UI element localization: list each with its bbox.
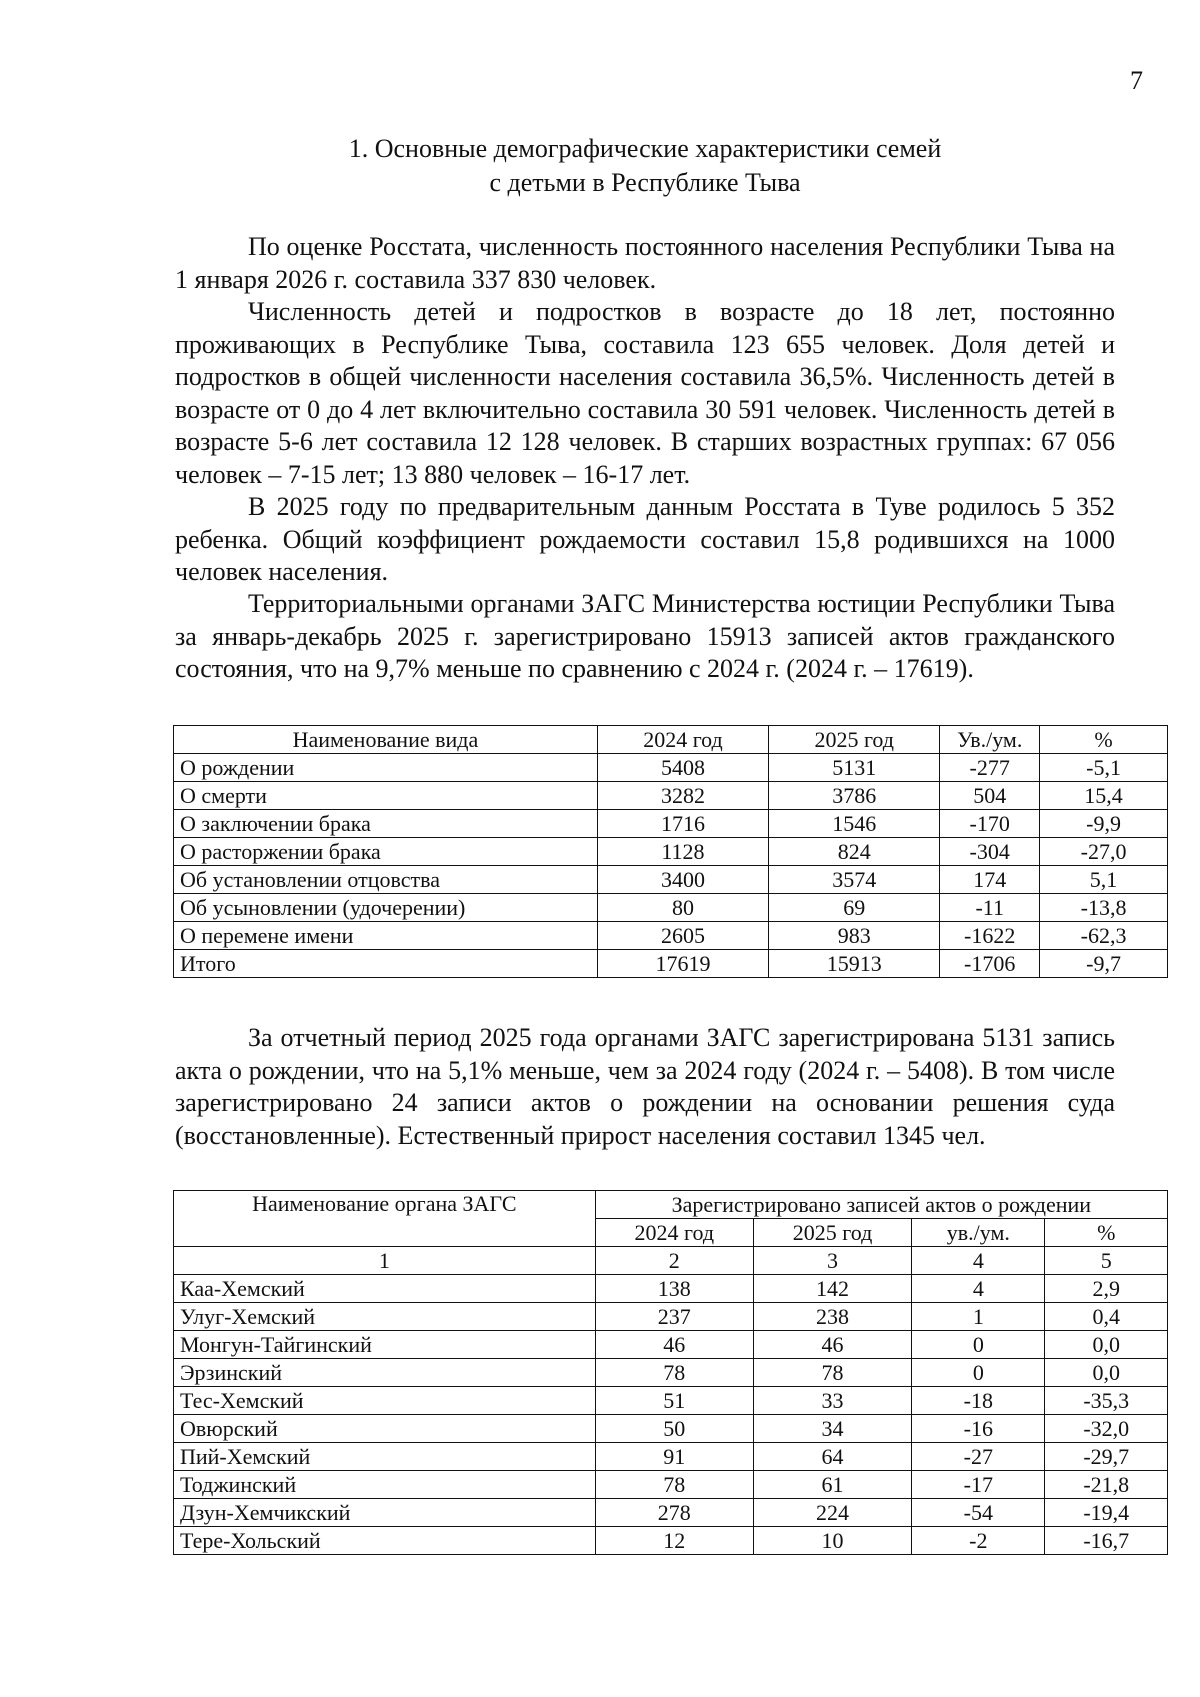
table-cell: 69 <box>769 894 940 922</box>
column-header: Наименование вида <box>174 726 598 754</box>
table-cell: -16 <box>912 1415 1045 1443</box>
table-cell: -62,3 <box>1040 922 1168 950</box>
table-cell: -35,3 <box>1045 1387 1168 1415</box>
table-cell: -9,9 <box>1040 810 1168 838</box>
row-label: Дзун-Хемчикский <box>174 1499 596 1527</box>
table-cell: -19,4 <box>1045 1499 1168 1527</box>
table-cell: 15913 <box>769 950 940 978</box>
table-cell: 237 <box>595 1303 753 1331</box>
table-row <box>174 1359 1168 1387</box>
table-cell: -13,8 <box>1040 894 1168 922</box>
heading-line-1: 1. Основные демографические характеристики семей <box>348 134 942 163</box>
column-header: 2024 год <box>597 726 768 754</box>
row-label: Монгун-Тайгинский <box>174 1331 596 1359</box>
table-row <box>174 894 1168 922</box>
paragraph-birth-records: За отчетный период 2025 года органами ЗАГС зарегистрирована 5131 запись акта о рождении, что на 5,1% меньше, чем за 2024 году (2024 г. – 5408). В том числе зарегистрировано 24 записи актов о рождении на основании решения суда (восстановленные). Естественный прирост населения составил 1345 чел. <box>175 1023 1115 1150</box>
table-cell: 91 <box>595 1443 753 1471</box>
table-cell: 51 <box>595 1387 753 1415</box>
records-by-type-table-body <box>174 726 1168 978</box>
table-cell: 80 <box>597 894 768 922</box>
table-cell: -32,0 <box>1045 1415 1168 1443</box>
table-cell: 504 <box>940 782 1040 810</box>
page-number: 7 <box>1130 66 1143 95</box>
table-cell: -1622 <box>940 922 1040 950</box>
column-number: 5 <box>1045 1247 1168 1275</box>
section-heading <box>175 132 1115 200</box>
table-cell: -2 <box>912 1527 1045 1555</box>
table-cell: 2605 <box>597 922 768 950</box>
table-row <box>174 866 1168 894</box>
row-label: Итого <box>174 950 598 978</box>
table-cell: 33 <box>753 1387 911 1415</box>
table-cell: 15,4 <box>1040 782 1168 810</box>
table-row <box>174 1499 1168 1527</box>
row-label: О расторжении брака <box>174 838 598 866</box>
column-number: 3 <box>753 1247 911 1275</box>
row-label: О смерти <box>174 782 598 810</box>
table-row <box>174 1387 1168 1415</box>
table-cell: -29,7 <box>1045 1443 1168 1471</box>
table-cell: 46 <box>595 1331 753 1359</box>
table-cell: 34 <box>753 1415 911 1443</box>
table-cell: 2,9 <box>1045 1275 1168 1303</box>
table-cell: -18 <box>912 1387 1045 1415</box>
table-cell: 1128 <box>597 838 768 866</box>
table-cell: 824 <box>769 838 940 866</box>
table-row <box>174 1471 1168 1499</box>
table-cell: 138 <box>595 1275 753 1303</box>
table-row <box>174 810 1168 838</box>
table-cell: 10 <box>753 1527 911 1555</box>
table-cell: -1706 <box>940 950 1040 978</box>
table-cell: -170 <box>940 810 1040 838</box>
table-cell: -27,0 <box>1040 838 1168 866</box>
column-header: % <box>1045 1219 1168 1247</box>
table-cell: 142 <box>753 1275 911 1303</box>
records-by-type-table <box>173 725 1168 978</box>
column-header: Наименование органа ЗАГС <box>174 1191 596 1247</box>
row-label: Об установлении отцовства <box>174 866 598 894</box>
table-cell: -5,1 <box>1040 754 1168 782</box>
table-row <box>174 754 1168 782</box>
row-label: Овюрский <box>174 1415 596 1443</box>
table-cell: 224 <box>753 1499 911 1527</box>
column-number: 2 <box>595 1247 753 1275</box>
table-cell: 0,4 <box>1045 1303 1168 1331</box>
table-cell: 17619 <box>597 950 768 978</box>
table-cell: 5408 <box>597 754 768 782</box>
table-cell: 278 <box>595 1499 753 1527</box>
column-number-row <box>174 1247 1168 1275</box>
table-cell: -21,8 <box>1045 1471 1168 1499</box>
table-cell: 3282 <box>597 782 768 810</box>
table-cell: -54 <box>912 1499 1045 1527</box>
table-cell: 61 <box>753 1471 911 1499</box>
table-cell: 3574 <box>769 866 940 894</box>
table-row <box>174 1527 1168 1555</box>
table-cell: 0,0 <box>1045 1359 1168 1387</box>
table-row <box>174 782 1168 810</box>
heading-line-2: с детьми в Республике Тыва <box>489 168 801 197</box>
paragraph-population: По оценке Росстата, численность постоянного населения Республики Тыва на 1 января 2026 г. составила 337 830 человек. <box>175 232 1115 294</box>
table-cell: 78 <box>595 1359 753 1387</box>
column-header: 2025 год <box>769 726 940 754</box>
row-label: Тоджинский <box>174 1471 596 1499</box>
table-cell: 1 <box>912 1303 1045 1331</box>
table-cell: 64 <box>753 1443 911 1471</box>
table-cell: 78 <box>595 1471 753 1499</box>
column-header: 2024 год <box>595 1219 753 1247</box>
row-label: О заключении брака <box>174 810 598 838</box>
column-header: ув./ум. <box>912 1219 1045 1247</box>
table-row <box>174 950 1168 978</box>
row-label: Тес-Хемский <box>174 1387 596 1415</box>
table-cell: -17 <box>912 1471 1045 1499</box>
table-cell: -27 <box>912 1443 1045 1471</box>
paragraph-births: В 2025 году по предварительным данным Росстата в Туве родилось 5 352 ребенка. Общий коэффициент рождаемости составил 15,8 родившихся на 1000 человек населения. <box>175 492 1115 586</box>
column-group-header: Зарегистрировано записей актов о рождении <box>595 1191 1167 1219</box>
table-cell: -304 <box>940 838 1040 866</box>
table-cell: 12 <box>595 1527 753 1555</box>
table-cell: 3786 <box>769 782 940 810</box>
birth-records-by-office-table <box>173 1190 1168 1555</box>
row-label: О рождении <box>174 754 598 782</box>
column-number: 4 <box>912 1247 1045 1275</box>
table-cell: 5,1 <box>1040 866 1168 894</box>
table-cell: 0,0 <box>1045 1331 1168 1359</box>
table-row <box>174 922 1168 950</box>
row-label: Тере-Хольский <box>174 1527 596 1555</box>
table-cell: 174 <box>940 866 1040 894</box>
row-label: Эрзинский <box>174 1359 596 1387</box>
table-cell: 1546 <box>769 810 940 838</box>
row-label: Пий-Хемский <box>174 1443 596 1471</box>
table-cell: -277 <box>940 754 1040 782</box>
table-cell: 50 <box>595 1415 753 1443</box>
table-cell: 46 <box>753 1331 911 1359</box>
paragraph-children: Численность детей и подростков в возрасте до 18 лет, постоянно проживающих в Республике Тыва, составила 123 655 человек. Доля детей и подростков в общей численности населения составила 36,5%. Численность детей в возрасте от 0 до 4 лет включительно составила 30 591 человек. Численность детей в возрасте 5-6 лет составила 12 128 человек. В старших возрастных группах: 67 056 человек – 7-15 лет; 13 880 человек – 16-17 лет. <box>175 297 1115 489</box>
table-cell: 983 <box>769 922 940 950</box>
table-row <box>174 1415 1168 1443</box>
birth-records-by-office-table-body <box>174 1191 1168 1555</box>
row-label: Об усыновлении (удочерении) <box>174 894 598 922</box>
column-header: % <box>1040 726 1168 754</box>
table-cell: 238 <box>753 1303 911 1331</box>
column-number: 1 <box>174 1247 596 1275</box>
table-cell: 4 <box>912 1275 1045 1303</box>
table-cell: -11 <box>940 894 1040 922</box>
table-row <box>174 1303 1168 1331</box>
table-cell: -16,7 <box>1045 1527 1168 1555</box>
table-header-row <box>174 1191 1168 1219</box>
table-cell: 78 <box>753 1359 911 1387</box>
paragraph-zags-records: Территориальными органами ЗАГС Министерства юстиции Республики Тыва за январь-декабрь 2025 г. зарегистрировано 15913 записей актов гражданского состояния, что на 9,7% меньше по сравнению с 2024 г. (2024 г. – 17619). <box>175 589 1115 683</box>
table-row <box>174 1331 1168 1359</box>
table-cell: 0 <box>912 1359 1045 1387</box>
column-header: Ув./ум. <box>940 726 1040 754</box>
table-row <box>174 1443 1168 1471</box>
row-label: Каа-Хемский <box>174 1275 596 1303</box>
table-row <box>174 1275 1168 1303</box>
table-cell: -9,7 <box>1040 950 1168 978</box>
table-cell: 5131 <box>769 754 940 782</box>
table-cell: 0 <box>912 1331 1045 1359</box>
column-header: 2025 год <box>753 1219 911 1247</box>
table-row <box>174 838 1168 866</box>
row-label: О перемене имени <box>174 922 598 950</box>
table-cell: 3400 <box>597 866 768 894</box>
row-label: Улуг-Хемский <box>174 1303 596 1331</box>
table-cell: 1716 <box>597 810 768 838</box>
table-header-row <box>174 726 1168 754</box>
